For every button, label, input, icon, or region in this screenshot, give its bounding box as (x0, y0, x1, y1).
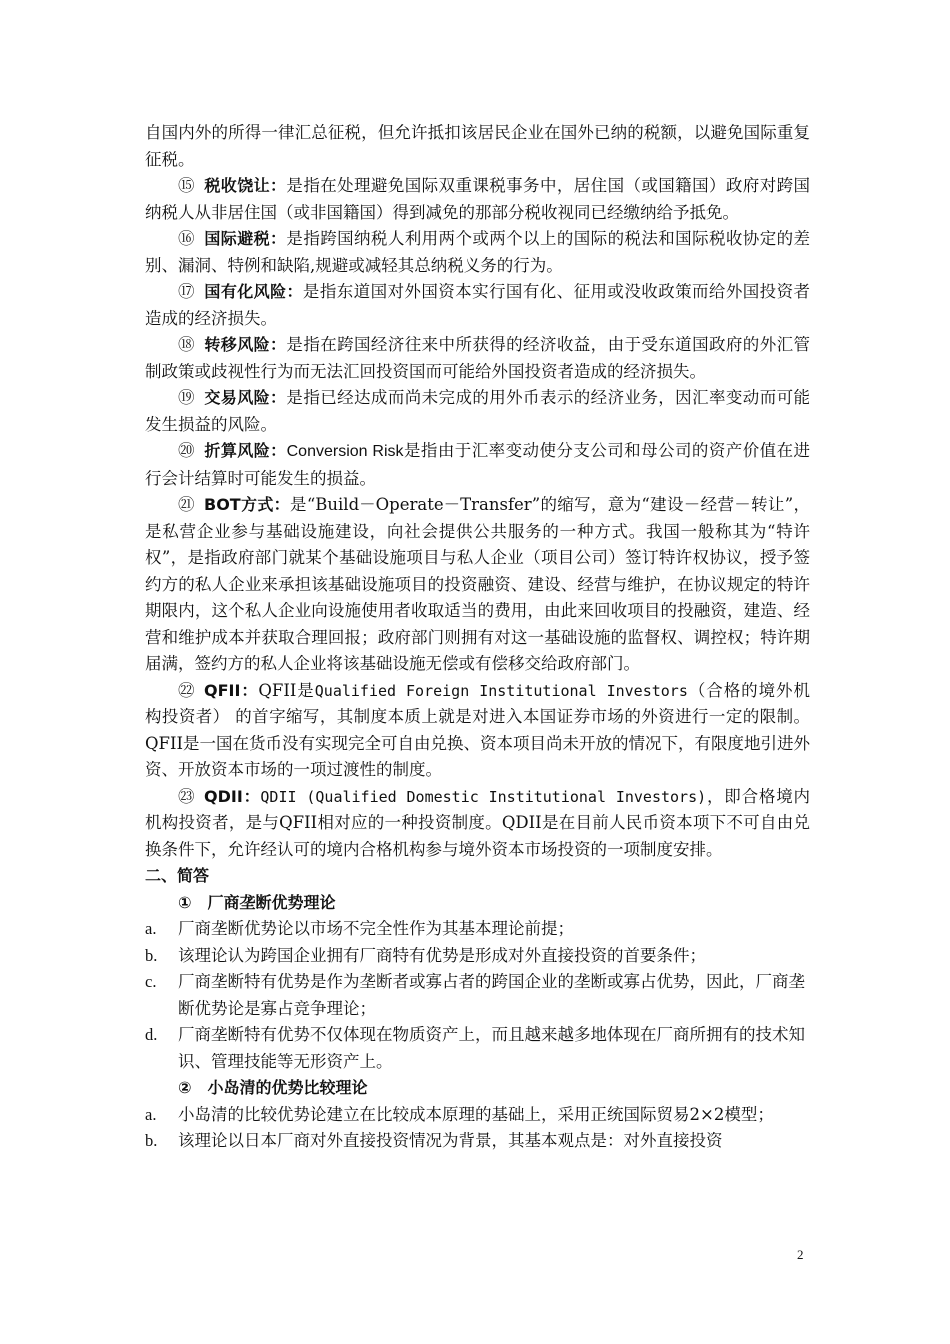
item-number: ⑰ (178, 282, 195, 301)
term-text: 是指在处理避免国际双重课税事务中，居住国（或国籍国）政府对跨国纳税人从非居住国（或非国籍国）得到减免的那部分税收视同已经缴纳给予抵免。 (145, 176, 810, 222)
term-label: 税收饶让： (204, 176, 287, 195)
list-label: b. (145, 1131, 158, 1150)
term-label: 折算风险： (204, 441, 287, 460)
list-item (145, 969, 810, 1022)
list-label: c. (145, 972, 157, 991)
term-label: BOT方式： (204, 495, 291, 514)
item-number: ⑱ (178, 335, 195, 354)
page-number: 2 (797, 1247, 804, 1262)
definition-20 (145, 438, 810, 492)
definition-23-qdii (145, 784, 810, 864)
definition-17 (145, 279, 810, 332)
definition-22-qfii (145, 678, 810, 784)
list-item (145, 1102, 810, 1129)
list-item (145, 1022, 810, 1075)
item-number: ㉓ (178, 786, 195, 806)
definition-21-bot (145, 492, 810, 678)
term-text: ，即合格境内机构投资者，是与QFII相对应的一种投资制度。QDII是在目前人民币资本项下不可自由兑换条件下，允许经认可的境内合格机构参与境外资本市场投资的一项制度安排。 (145, 786, 811, 859)
list-text: 厂商垄断特有优势是作为垄断者或寡占者的跨国企业的垄断或寡占优势，因此，厂商垄断优势论是寡占竞争理论； (178, 972, 805, 1018)
term-text: 是指在跨国经济往来中所获得的经济收益，由于受东道国政府的外汇管制政策或歧视性行为而无法汇回投资国而可能给外国投资者造成的经济损失。 (145, 335, 810, 381)
term-english: Qualified Foreign Institutional Investors (314, 681, 688, 700)
item-number: ⑲ (178, 388, 195, 407)
definition-16 (145, 226, 810, 279)
item-number: ㉑ (178, 495, 195, 514)
item-number: ㉒ (178, 680, 195, 700)
term-text: 是指由于汇率变动使分支公司和母公司的资产价值在进行会计结算时可能发生的损益。 (145, 441, 810, 488)
list-item (145, 916, 810, 943)
topic-heading-1: ① 厂商垄断优势理论 (178, 892, 336, 912)
term-label: 国有化风险： (204, 282, 303, 301)
term-text: 是指已经达成而尚未完成的用外币表示的经济业务，因汇率变动而可能发生损益的风险。 (145, 388, 810, 434)
term-text: 是指跨国纳税人利用两个或两个以上的国际的税法和国际税收协定的差别、漏洞、特例和缺陷,规避或减轻其总纳税义务的行为。 (145, 229, 810, 275)
list-text: 厂商垄断特有优势不仅体现在物质资产上，而且越来越多地体现在厂商所拥有的技术知识、管理技能等无形资产上。 (178, 1025, 805, 1071)
section-heading: 二、简答 (145, 866, 210, 885)
list-item (145, 1128, 810, 1155)
definition-15 (145, 173, 810, 226)
term-text: 是“Build－Operate－Transfer”的缩写，意为“建设－经营－转让”，是私营企业参与基础设施建设，向社会提供公共服务的一种方式。我国一般称其为“特许权”，是指政府部门就某个基础设施项目与私人企业（项目公司）签订特许权协议，授予签约方的私人企业来承担该基础设施项目的投资融资、建设、经营与维护，在协议规定的特许期限内，这个私人企业向设施使用者收取适当的费用，由此来回收项目的投融资，建造、经营和维护成本并获取合理回报；政府部门则拥有对这一基础设施的监督权、调控权；特许期届满，签约方的私人企业将该基础设施无偿或有偿移交给政府部门。 (145, 495, 810, 673)
term-text: （合格的境外机构投资者） 的首字缩写，其制度本质上就是对进入本国证券市场的外资进行一定的限制。QFII是一国在货币没有实现完全可自由兑换、资本项目尚未开放的情况下，有限度地引进外资、开放资本市场的一项过渡性的制度。 (145, 680, 811, 779)
list-label: d. (145, 1025, 158, 1044)
list-text: 小岛清的比较优势论建立在比较成本原理的基础上，采用正统国际贸易2×2模型； (178, 1104, 774, 1124)
list-label: a. (145, 1104, 157, 1124)
term-label: 交易风险： (204, 388, 287, 407)
term-prefix: QFII是 (258, 680, 315, 700)
term-label: QFII： (204, 680, 259, 700)
list-text: 该理论以日本厂商对外直接投资情况为背景，其基本观点是：对外直接投资 (178, 1131, 723, 1150)
term-text: 是指东道国对外国资本实行国有化、征用或没收政策而给外国投资者造成的经济损失。 (145, 282, 810, 328)
term-english: Conversion Risk (286, 443, 404, 460)
list-text: 厂商垄断优势论以市场不完全性作为其基本理论前提； (178, 919, 574, 938)
term-label: QDII： (204, 786, 261, 806)
definition-19 (145, 385, 810, 438)
term-label: 转移风险： (204, 335, 287, 354)
topic-heading-2: ② 小岛清的优势比较理论 (178, 1078, 368, 1097)
item-number: ⑮ (178, 176, 195, 195)
list-item (145, 943, 810, 970)
term-english: QDII (Qualified Domestic Institutional Investors) (260, 787, 707, 806)
definition-18 (145, 332, 810, 385)
item-number: ⑳ (178, 441, 195, 460)
term-label: 国际避税： (204, 229, 287, 248)
list-label: b. (145, 945, 158, 965)
document-page (145, 120, 810, 1155)
list-label: a. (145, 919, 157, 938)
intro-paragraph: 自国内外的所得一律汇总征税，但允许抵扣该居民企业在国外已纳的税额，以避免国际重复征税。 (145, 123, 810, 169)
list-text: 该理论认为跨国企业拥有厂商特有优势是形成对外直接投资的首要条件； (178, 945, 706, 965)
item-number: ⑯ (178, 229, 195, 248)
